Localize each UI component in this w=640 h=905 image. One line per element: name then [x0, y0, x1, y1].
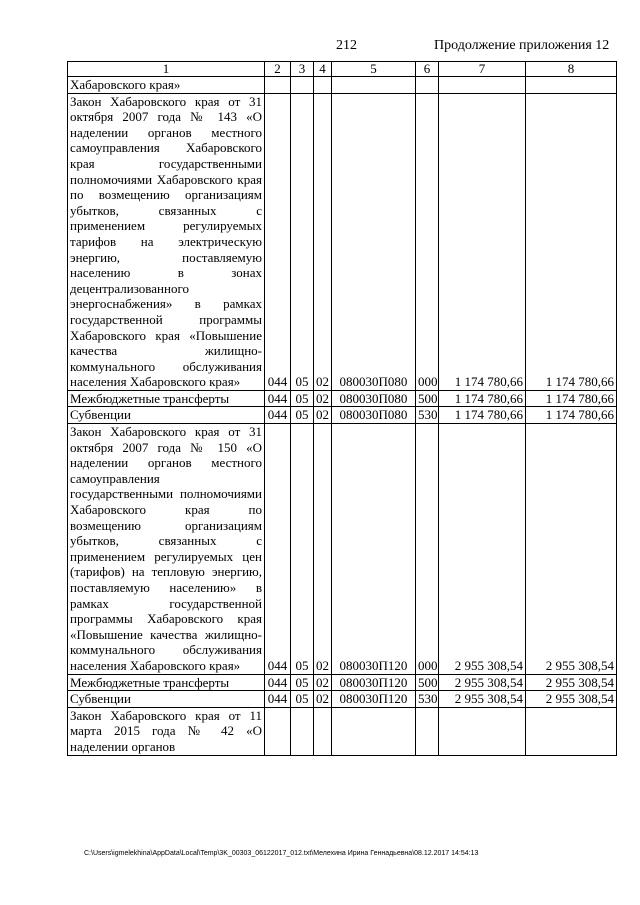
cell-subsection — [314, 77, 332, 94]
cell-code: 044 — [265, 93, 291, 390]
table-row — [68, 93, 617, 390]
cell-subsection — [314, 707, 332, 755]
cell-name: Межбюджетные трансферты — [68, 390, 265, 407]
cell-type — [416, 77, 439, 94]
cell-subsection: 02 — [314, 691, 332, 708]
cell-subsection: 02 — [314, 674, 332, 691]
cell-section — [291, 707, 314, 755]
cell-code: 044 — [265, 407, 291, 424]
cell-code: 044 — [265, 424, 291, 675]
cell-section: 05 — [291, 93, 314, 390]
cell-section: 05 — [291, 424, 314, 675]
continuation-title: Продолжение приложения 12 — [434, 38, 610, 53]
cell-amount: 2 955 308,54 — [439, 674, 526, 691]
cell-amount — [526, 77, 617, 94]
cell-name: Хабаровского края» — [68, 77, 265, 94]
table-row — [68, 674, 617, 691]
cell-name: Межбюджетные трансферты — [68, 674, 265, 691]
cell-code — [265, 707, 291, 755]
column-header: 5 — [332, 62, 416, 77]
cell-amount: 2 955 308,54 — [439, 424, 526, 675]
cell-amount — [439, 77, 526, 94]
cell-subsection: 02 — [314, 424, 332, 675]
column-header: 7 — [439, 62, 526, 77]
cell-amount: 2 955 308,54 — [526, 674, 617, 691]
table-row — [68, 707, 617, 755]
cell-section — [291, 77, 314, 94]
cell-subsection: 02 — [314, 390, 332, 407]
cell-target: 080030П080 — [332, 93, 416, 390]
cell-target — [332, 77, 416, 94]
cell-target: 080030П120 — [332, 674, 416, 691]
table-row — [68, 390, 617, 407]
cell-name: Закон Хабаровского края от 31 октября 2007 года № 143 «О наделении органов местного самоуправления Хабаровского края государственными полномочиями Хабаровского края по возмещению организациям убытков, связанных с применением регулируемых тарифов на электрическую энергию, поставляемую населению в зонах децентрализованного энергоснабжения» в рамках государственной программы Хабаровского края «Повышение качества жилищно-коммунального обслуживания населения Хабаровского края» — [68, 93, 265, 390]
cell-amount: 1 174 780,66 — [439, 407, 526, 424]
cell-name: Субвенции — [68, 691, 265, 708]
cell-subsection: 02 — [314, 93, 332, 390]
page-number: 212 — [336, 38, 357, 53]
cell-amount: 1 174 780,66 — [439, 390, 526, 407]
cell-amount: 1 174 780,66 — [526, 93, 617, 390]
cell-section: 05 — [291, 390, 314, 407]
cell-target: 080030П080 — [332, 390, 416, 407]
column-header: 2 — [265, 62, 291, 77]
cell-amount: 1 174 780,66 — [526, 390, 617, 407]
column-header: 8 — [526, 62, 617, 77]
cell-code — [265, 77, 291, 94]
cell-section: 05 — [291, 674, 314, 691]
cell-code: 044 — [265, 674, 291, 691]
cell-type: 000 — [416, 93, 439, 390]
cell-amount — [439, 707, 526, 755]
cell-name: Закон Хабаровского края от 31 октября 2007 года № 150 «О наделении органов местного самоуправления государственными полномочиями Хабаровского края по возмещению организациям убытков, связанных с применением регулируемых цен (тарифов) на тепловую энергию, поставляемую населению» в рамках государственной программы Хабаровского края «Повышение качества жилищно-коммунального обслуживания населения Хабаровского края» — [68, 424, 265, 675]
cell-amount: 2 955 308,54 — [526, 424, 617, 675]
cell-target: 080030П120 — [332, 424, 416, 675]
cell-type: 530 — [416, 407, 439, 424]
cell-section: 05 — [291, 691, 314, 708]
cell-amount — [526, 707, 617, 755]
cell-target — [332, 707, 416, 755]
cell-subsection: 02 — [314, 407, 332, 424]
file-path-footer: C:\Users\igmelekhina\AppData\Local\Temp\3K_00303_06122017_012.txt\Мелехина Ирина Геннадьевна\08.12.2017 14:54:13 — [84, 850, 479, 857]
table-row — [68, 77, 617, 94]
cell-target: 080030П120 — [332, 691, 416, 708]
cell-section: 05 — [291, 407, 314, 424]
table-row — [68, 691, 617, 708]
cell-name: Закон Хабаровского края от 11 марта 2015 года № 42 «О наделении органов — [68, 707, 265, 755]
cell-amount: 2 955 308,54 — [526, 691, 617, 708]
cell-code: 044 — [265, 390, 291, 407]
cell-amount: 1 174 780,66 — [439, 93, 526, 390]
table-row — [68, 407, 617, 424]
column-header: 4 — [314, 62, 332, 77]
cell-target: 080030П080 — [332, 407, 416, 424]
cell-type: 500 — [416, 390, 439, 407]
cell-amount: 1 174 780,66 — [526, 407, 617, 424]
table-row — [68, 424, 617, 675]
column-header: 1 — [68, 62, 265, 77]
cell-type: 530 — [416, 691, 439, 708]
column-header: 6 — [416, 62, 439, 77]
column-number-row — [68, 62, 617, 77]
budget-table — [67, 61, 617, 756]
cell-type: 500 — [416, 674, 439, 691]
column-header: 3 — [291, 62, 314, 77]
cell-amount: 2 955 308,54 — [439, 691, 526, 708]
cell-type — [416, 707, 439, 755]
cell-type: 000 — [416, 424, 439, 675]
cell-code: 044 — [265, 691, 291, 708]
cell-name: Субвенции — [68, 407, 265, 424]
